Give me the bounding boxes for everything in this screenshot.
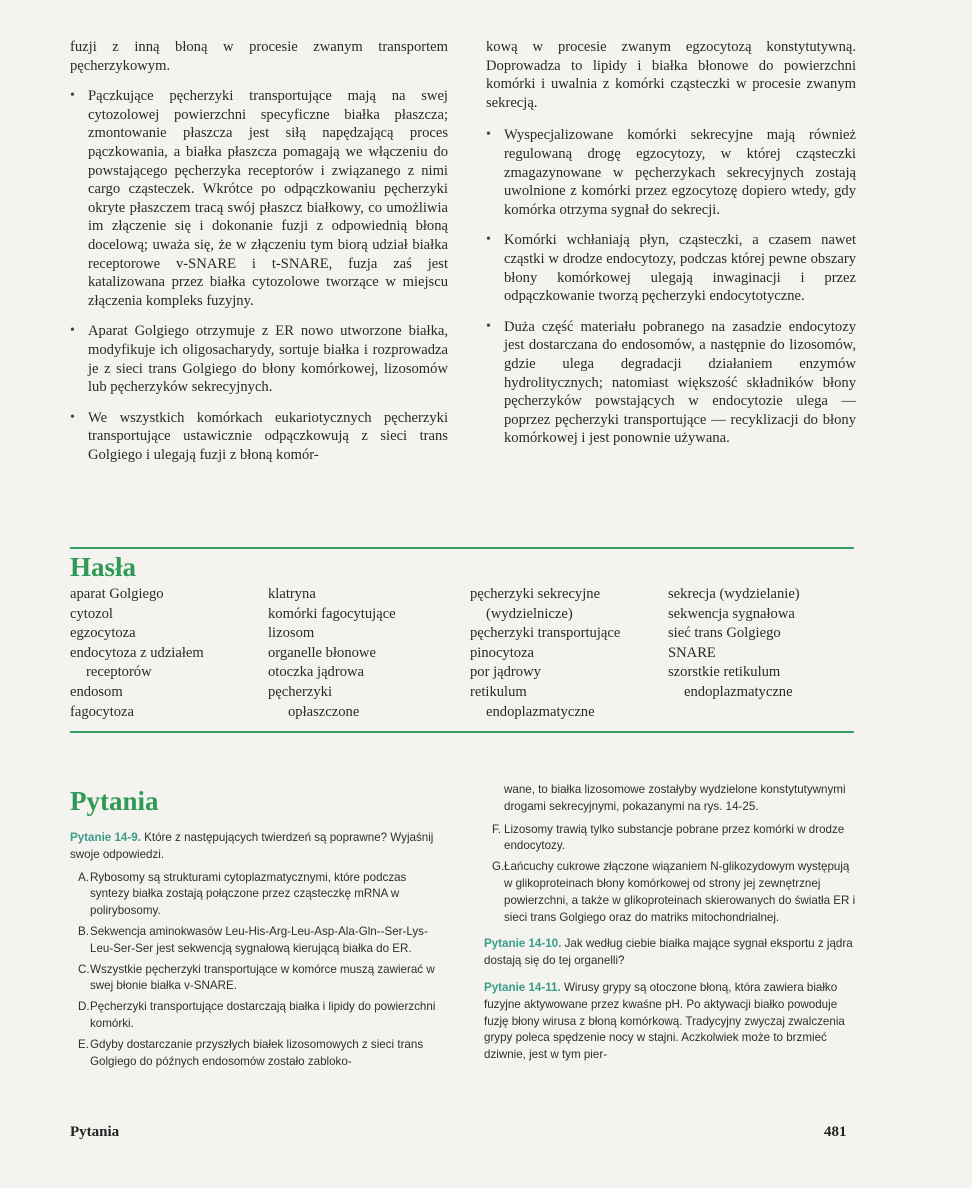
option-item (70, 870, 448, 920)
terms-column-3 (470, 585, 620, 722)
term: pinocytoza (470, 644, 535, 661)
term: sieć trans Golgiego (668, 625, 781, 642)
bullet-item: • Wyspecjalizowane komórki sekrecyjne mają również regulowaną drogę egzocytozy, w której cząsteczki zmagazynowane w pęcherzykach sekrecyjnych zostają uwolnione z komórki przez egzocytozę dopiero wtedy, gdy komórka otrzyma sygnał do sekrecji. (486, 126, 856, 219)
page-number: 481 (824, 1124, 847, 1140)
bullet-item: • Aparat Golgiego otrzymuje z ER nowo utworzone białka, modyfikuje ich oligosacharydy, sortuje białka i rozprowadza je z sieci trans Golgiego do błony komórkowej, lizosomów lub pęcherzyków sekrecyjnych. (70, 322, 448, 396)
option-letter: A. (78, 870, 89, 884)
term: klatryna (268, 586, 316, 602)
bullet-item: kową w procesie zwanym egzocytozą konstytutywną. Doprowadza to lipidy i białka błonowe do powierzchni komórki i uwalnia z komórki cząsteczki w procesie zwanym sekrecją. (486, 39, 856, 111)
option-text: Lizosomy trawią tylko substancje pobrane przez komórki w drodze endocytozy. (504, 822, 845, 853)
terms-column-2 (268, 585, 396, 722)
option-text: Gdyby dostarczanie przyszłych białek lizosomowych z sieci trans Golgiego do późnych endosomów zostało zabloko- (90, 1037, 424, 1068)
left-bullet-list (70, 87, 448, 464)
term: otoczka jądrowa (268, 664, 365, 681)
right-column (486, 38, 856, 448)
option-item (484, 859, 856, 926)
questions-right (484, 782, 856, 1064)
pytania-heading: Pytania (70, 786, 159, 816)
term: SNARE (668, 644, 716, 661)
question-text: Które z następujących twierdzeń są poprawne? Wyjaśnij swoje odpowiedzi. (70, 831, 434, 861)
bullet-item: • Duża część materiału pobranego na zasadzie endocytozy jest dostarczana do endosomów, a następnie do lizosomów, gdzie ulega degradacji działaniem enzymów hydrolitycznych; natomiast większość składników błony pęcherzyków powstających w endocytozie ulega — poprzez pęcherzyki transportujące — recyklizacji do błony komórkowej i jest ponownie używana. (486, 318, 856, 448)
option-item (70, 962, 448, 996)
term: pęcherzyki (268, 683, 333, 700)
option-letter: C. (78, 962, 90, 976)
term: cytozol (70, 605, 113, 622)
term: opłaszczone (288, 703, 360, 720)
footer-section-title: Pytania (70, 1124, 120, 1140)
term: komórki fagocytujące (268, 605, 396, 622)
term: organelle błonowe (268, 644, 376, 661)
terms-column-4 (668, 585, 800, 703)
right-bullet-list (486, 38, 856, 448)
term: por jądrowy (470, 664, 541, 681)
term: fagocytoza (70, 703, 135, 720)
term: pęcherzyki transportujące (470, 625, 621, 642)
term: endoplazmatyczne (486, 703, 595, 720)
term: egzocytoza (70, 625, 136, 642)
question-label: Pytanie 14-11. (484, 980, 561, 994)
option-text: Wszystkie pęcherzyki transportujące w komórce muszą zawierać w swej błonie białka v-SNARE. (90, 962, 435, 993)
question-text: Wirusy grypy są otoczone błoną, która zawiera białko fuzyjne aktywowane przez kwaśne pH. Po aktywacji białko powoduje fuzję błony wirusa z błoną komórkową. Tradycyjny zwyczaj zwalczenia grypy poleca spędzenie nocy w stajni. Aczkolwiek może to brzmieć dziwnie, jest w tym pier- (484, 980, 845, 1062)
question-14-11 (484, 980, 856, 1064)
option-letter: B. (78, 924, 89, 938)
term: endoplazmatyczne (684, 683, 793, 700)
question-14-10 (484, 936, 856, 970)
question-label: Pytanie 14-9. (70, 831, 141, 844)
term: endosom (70, 683, 123, 700)
term: sekrecja (wydzielanie) (668, 586, 800, 602)
section-divider (70, 731, 854, 733)
term: endocytoza z udziałem (70, 644, 204, 661)
option-text: Łańcuchy cukrowe złączone wiązaniem N-glikozydowym występują w glikoproteinach błony komórkowej od strony jej zewnętrznej powierzchni, a także w glikoproteinach skierowanych do światła ER i sieci trans Golgiego oraz do matriks mitochondrialnej. (504, 860, 856, 924)
terms-column-1 (70, 585, 204, 722)
option-text: Sekwencja aminokwasów Leu-His-Arg-Leu-Asp-Ala-Gln--Ser-Lys-Leu-Ser-Ser jest sekwencją sygnałową kierującą białka do ER. (90, 924, 428, 955)
option-letter: D. (78, 1000, 90, 1014)
term: retikulum (470, 683, 527, 700)
questions-left (70, 830, 448, 1070)
bullet-item: • We wszystkich komórkach eukariotycznych pęcherzyki transportujące ustawicznie odpączkowują z sieci trans Golgiego i ulegają fuzji z błoną komór- (70, 409, 448, 465)
answer-options-continued (484, 822, 856, 927)
option-letter: F. (492, 822, 502, 836)
question-text: Jak według ciebie białka mające sygnał eksportu z jądra dostają się do tej organelli? (484, 937, 853, 968)
left-column (70, 38, 448, 464)
bullet-item: • Komórki wchłaniają płyn, cząsteczki, a czasem nawet cząstki w drodze endocytozy, podczas której pewne obszary błony komórkowej ulegają inwaginacji i przez odpączkowanie tworzą pęcherzyki endocytotyczne. (486, 231, 856, 305)
option-text: Rybosomy są strukturami cytoplazmatycznymi, które podczas syntezy białka zostają połączone przez cząsteczkę mRNA w polirybosomy. (90, 870, 407, 918)
term: aparat Golgiego (70, 586, 164, 602)
bullet-item: • Pączkujące pęcherzyki transportujące mają na swej cytozolowej powierzchni specyficzne białka płaszcza; zmontowanie płaszcza jest siłą napędzającą proces pączkowania, a białka płaszcza pomagają we włączeniu do powstającego pęcherzyka receptorów i związanego z nimi cargo cząsteczek. Wkrótce po odpączkowaniu pęcherzyki okryte płaszczem tracą swój płaszcz białkowy, co umożliwia im złączenie się i dokonanie fuzji z odpowiednią błoną docelową; uważa się, że w złączeniu tym biorą udział białka receptorowe v-SNARE i t-SNARE, fuzja zaś jest katalizowana przez białka cytozolowe tworzące w miejscu złączenia kompleks fuzyjny. (70, 87, 448, 310)
term: lizosom (268, 625, 315, 642)
option-item (484, 822, 856, 856)
section-divider (70, 547, 854, 549)
option-item (70, 999, 448, 1033)
term: sekwencja sygnałowa (668, 605, 795, 622)
term: szorstkie retikulum (668, 664, 781, 681)
option-letter: G. (492, 860, 505, 874)
term: pęcherzyki sekrecyjne (470, 586, 601, 602)
option-text: Pęcherzyki transportujące dostarczają białka i lipidy do powierzchni komórki. (90, 1000, 436, 1030)
option-item (70, 924, 448, 958)
option-letter: E. (78, 1037, 89, 1051)
option-item (70, 1037, 448, 1071)
option-continuation: wane, to białka lizosomowe zostałyby wydzielone konstytutywnymi drogami sekrecyjnymi, pokazanymi na rys. 14-25. (504, 783, 846, 813)
term: receptorów (86, 664, 152, 681)
left-intro: fuzji z inną błoną w procesie zwanym transportem pęcherzykowym. (70, 39, 448, 74)
answer-options (70, 870, 448, 1071)
hasla-heading: Hasła (70, 552, 137, 582)
question-14-9 (70, 830, 448, 864)
question-label: Pytanie 14-10. (484, 937, 562, 951)
term: (wydzielnicze) (486, 605, 573, 622)
